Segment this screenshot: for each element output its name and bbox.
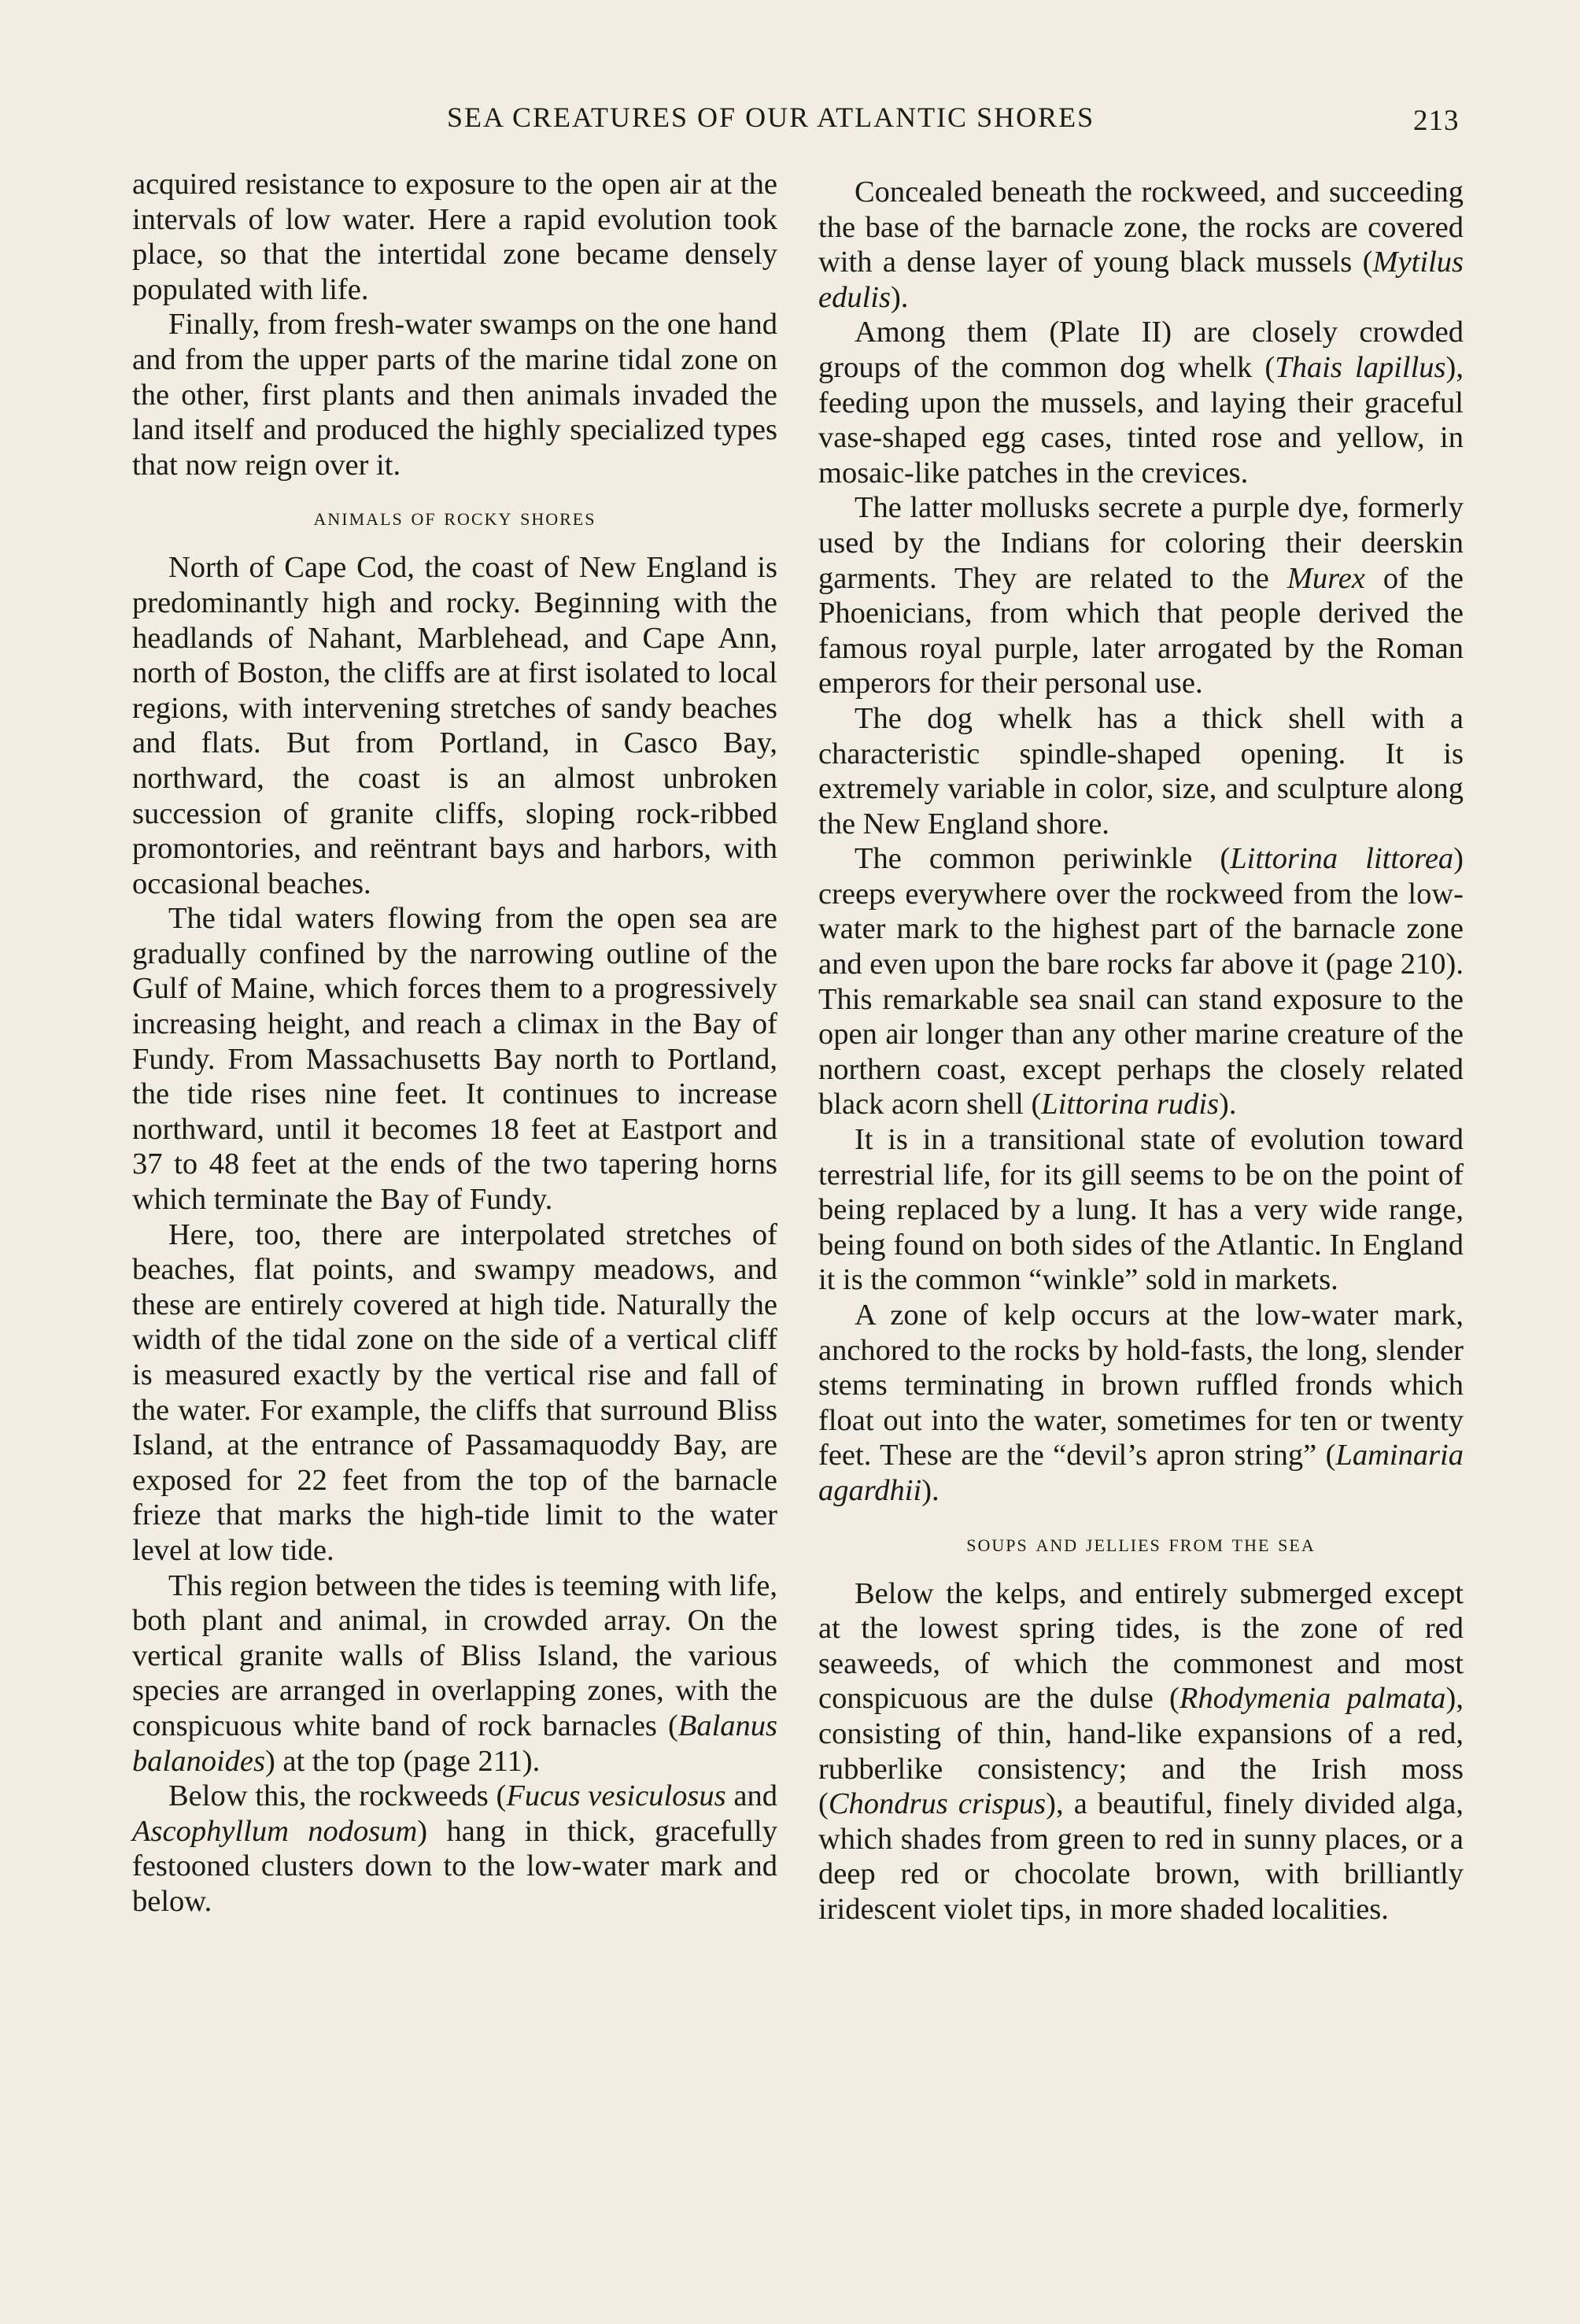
left-column (132, 167, 777, 1919)
right-column (818, 175, 1464, 1927)
species-name: Thais lapillus (1275, 350, 1446, 384)
text-run: A zone of kelp occurs at the low-water mark, anchored to the rocks by hold-fasts, the long, slender stems terminating in brown ruffled fronds which float out into the water, sometimes for ten or twenty feet. These are the “devil’s apron string” ( (818, 1299, 1464, 1472)
species-name: Littorina littorea (1230, 842, 1454, 876)
species-name: Littorina rudis (1041, 1088, 1219, 1121)
paragraph (132, 1779, 777, 1919)
text-run: Below the kelps, and entirely submerged except at the lowest spring tides, is the zone of red seaweeds, of which the commonest and most conspicuous are the dulse ( (818, 1576, 1464, 1716)
genus-name: Murex (1287, 561, 1365, 595)
species-name: Fucus vesiculosus (506, 1779, 726, 1813)
paragraph: acquired resistance to exposure to the open air at the intervals of low water. Here a rapid evolution took place, so that the intertidal zone became densely populated with life. (132, 168, 777, 306)
text-run: Below this, the rockweeds ( (168, 1779, 507, 1813)
paragraph (818, 1576, 1464, 1927)
paragraph (818, 841, 1464, 1122)
paragraph (818, 175, 1464, 315)
text-run: This region between the tides is teeming with life, both plant and animal, in crowded array. On the vertical granite walls of Bliss Island, the various species are arranged in overlapping zones, with the conspicuous white band of rock barnacles ( (132, 1568, 777, 1742)
species-name: Laminaria agardhii (818, 1439, 1464, 1507)
text-run: ) hang in thick, gracefully festooned clusters down to the low-water mark and below. (132, 1814, 777, 1918)
paragraph: North of Cape Cod, the coast of New England is predominantly high and rocky. Beginning with the headlands of Nahant, Marblehead, and Cape Ann, north of Boston, the cliffs are at first isolated to local regions, with intervening stretches of sandy beaches and flats. But from Portland, in Casco Bay, northward, the coast is an almost unbroken succession of granite cliffs, sloping rock-ribbed promontories, and reëntrant bays and harbors, with occasional beaches. (132, 551, 777, 900)
text-run: The common periwinkle ( (855, 842, 1231, 876)
text-run: ), a beautiful, finely divided alga, which shades from green to red in sunny places, or a deep red or chocolate brown, with brilliantly iridescent violet tips, in more shaded localities. (818, 1787, 1464, 1926)
paragraph: It is in a transitional state of evolution toward terrestrial life, for its gill seems to be on the point of being replaced by a lung. It has a very wide range, being found on both sides of the Atlantic. In England it is the common “winkle” sold in markets. (818, 1123, 1464, 1297)
text-run: and (725, 1779, 777, 1813)
paragraph (818, 1298, 1464, 1509)
section-heading-soups-and-jellies: soups and jellies from the sea (966, 1528, 1316, 1557)
paragraph (132, 1568, 777, 1779)
text-run: ), consisting of thin, hand-like expansions of a red, rubberlike consistency; and the Irish moss ( (818, 1682, 1464, 1821)
text-run: ). (1219, 1088, 1237, 1121)
species-name: Chondrus crispus (828, 1787, 1047, 1821)
text-run: The latter mollusks secrete a purple dye, formerly used by the Indians for coloring their deerskin garments. They are related to the (818, 491, 1464, 595)
paragraph: The dog whelk has a thick shell with a characteristic spindle-shaped opening. It is extremely variable in color, size, and sculpture along the New England shore. (818, 701, 1464, 841)
species-name: Rhodymenia palmata (1179, 1682, 1446, 1716)
paragraph: Finally, from fresh-water swamps on the one hand and from the upper parts of the marine tidal zone on the other, first plants and then animals invaded the land itself and produced the highly specialized types that now reign over it. (132, 308, 777, 482)
running-head (0, 101, 1580, 140)
paragraph: The tidal waters flowing from the open sea are gradually confined by the narrowing outline of the Gulf of Maine, which forces them to a progressively increasing height, and reach a climax in the Bay of Fundy. From Massachusetts Bay north to Portland, the tide rises nine feet. It continues to increase northward, until it becomes 18 feet at Eastport and 37 to 48 feet at the ends of the two tapering horns which terminate the Bay of Fundy. (132, 902, 777, 1217)
paragraph (818, 315, 1464, 490)
text-run: ). (890, 280, 909, 314)
paragraph: Here, too, there are interpolated stretches of beaches, flat points, and swampy meadows, and these are entirely covered at high tide. Naturally the width of the tidal zone on the side of a vertical cliff is measured exactly by the vertical rise and fall of the water. For example, the cliffs that surround Bliss Island, at the entrance of Passamaquoddy Bay, are exposed for 22 feet from the top of the barnacle frieze that marks the high-tide limit to the water level at low tide. (132, 1217, 777, 1567)
page-number: 213 (1413, 105, 1460, 137)
text-run: Concealed beneath the rockweed, and succeeding the base of the barnacle zone, the rocks are covered with a dense layer of young black mussels ( (818, 176, 1464, 279)
text-run: Among them (Plate II) are closely crowded groups of the common dog whelk ( (818, 316, 1464, 384)
text-run: of the Phoenicians, from which that people derived the famous royal purple, later arrogated by the Roman emperors for their personal use. (818, 561, 1464, 700)
species-name: Ascophyllum nodosum (132, 1814, 418, 1848)
text-run: ), feeding upon the mussels, and laying their graceful vase-shaped egg cases, tinted rose and yellow, in mosaic-like patches in the crevices. (818, 350, 1464, 490)
running-title: SEA CREATURES OF OUR ATLANTIC SHORES (447, 102, 1095, 133)
text-run: ). (921, 1473, 940, 1507)
species-name: Balanus balanoides (132, 1709, 777, 1778)
paragraph (818, 490, 1464, 701)
section-heading-rocky-shores: animals of rocky shores (313, 503, 596, 531)
text-run: ) at the top (page 211). (264, 1744, 541, 1778)
species-name: Mytilus edulis (818, 246, 1464, 314)
text-run: ) creeps everywhere over the rockweed from the low-water mark to the highest part of the barnacle zone and even upon the bare rocks far above it (page 210). This remarkable sea snail can stand exposure to the open air longer than any other marine creature of the northern coast, except perhaps the closely related black acorn shell ( (818, 842, 1464, 1121)
